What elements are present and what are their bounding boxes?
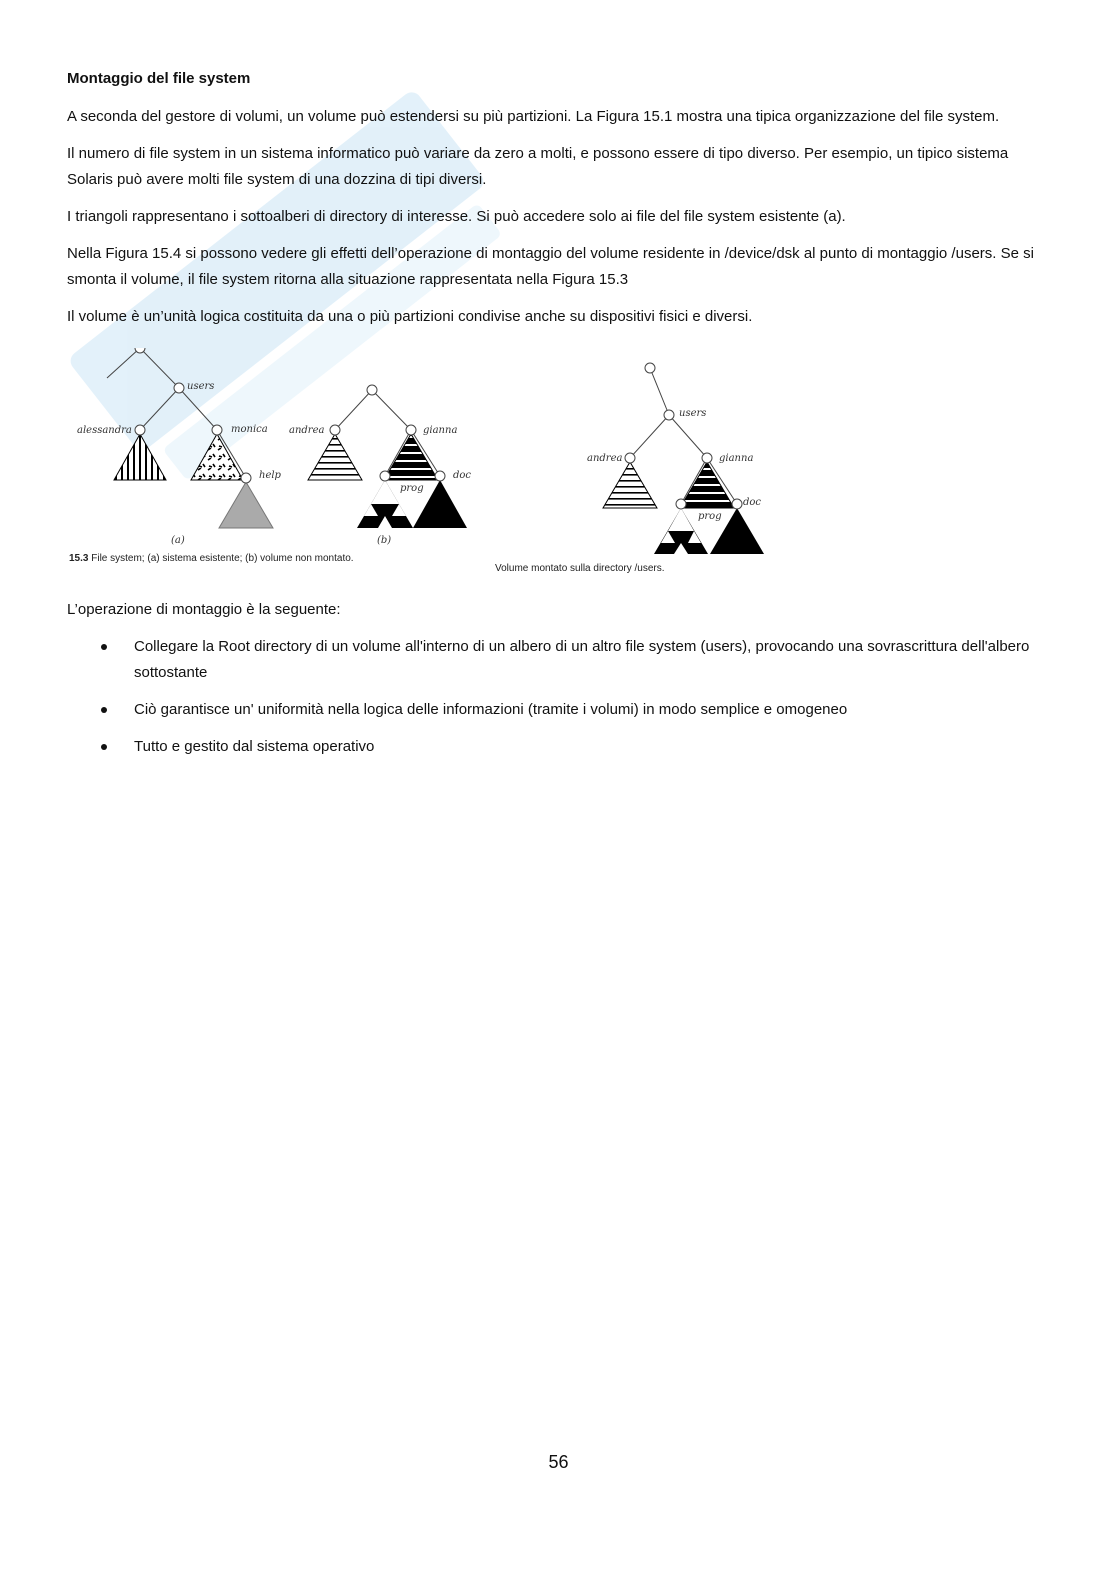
label-gianna-b: gianna <box>423 425 458 436</box>
bullet-dot-icon <box>101 707 107 713</box>
label-doc-b: doc <box>453 470 472 481</box>
label-alessandra: alessandra <box>77 425 132 436</box>
label-help: help <box>259 470 281 481</box>
bullet-list <box>67 634 1037 760</box>
label-sub-b: (b) <box>377 535 392 546</box>
page-number: 56 <box>548 1452 569 1472</box>
node-prog-c <box>676 499 686 509</box>
node-gianna-b <box>406 425 416 435</box>
bullet-text: Ciò garantisce un' uniformità nella logica delle informazioni (tramite i volumi) in modo semplice e omogeneo <box>134 701 848 718</box>
label-doc-c: doc <box>743 497 762 508</box>
label-gianna-c: gianna <box>719 453 754 464</box>
bullet-text: Tutto e gestito dal sistema operativo <box>134 738 375 755</box>
caption-left-number: 15.3 <box>69 553 89 564</box>
label-andrea-b: andrea <box>289 425 325 436</box>
label-monica: monica <box>231 424 268 435</box>
bullet-item <box>67 734 1037 760</box>
subtree-alessandra <box>114 434 166 480</box>
paragraph-5: Il volume è un’unità logica costituita da una o più partizioni condivise anche su dispositivi fisici e diversi. <box>67 308 753 325</box>
node-doc-c <box>732 499 742 509</box>
label-prog-c: prog <box>698 511 722 522</box>
node-alessandra <box>135 425 145 435</box>
bullet-text: Collegare la Root directory di un volume all'interno di un albero di un altro file system (users), provocando una sovrascrittura dell'albero sottostante <box>134 638 1030 681</box>
list-intro: L’operazione di montaggio è la seguente: <box>67 601 341 618</box>
label-sub-a: (a) <box>171 535 185 546</box>
paragraph-3: I triangoli rappresentano i sottoalberi di directory di interesse. Si può accedere solo ai file del file system esistente (a). <box>67 208 846 225</box>
paragraph-2: Il numero di file system in un sistema informatico può variare da zero a molti, e possono essere di tipo diverso. Per esempio, un tipico sistema Solaris può avere molti file system di una dozzina di tipi diversi. <box>67 145 1009 188</box>
bullet-dot-icon <box>101 644 107 650</box>
subtree-andrea-b <box>308 434 362 480</box>
node-users-c <box>664 410 674 420</box>
label-andrea-c: andrea <box>587 453 623 464</box>
label-users-c: users <box>679 408 707 419</box>
label-prog-b: prog <box>400 483 424 494</box>
node-root-b <box>367 385 377 395</box>
node-gianna-c <box>702 453 712 463</box>
node-doc-b <box>435 471 445 481</box>
node-prog-b <box>380 471 390 481</box>
subtree-help <box>219 482 273 528</box>
paragraph-1: A seconda del gestore di volumi, un volume può estendersi su più partizioni. La Figura 15.1 mostra una tipica organizzazione del file system. <box>67 108 1000 125</box>
file-system-figure <box>67 348 1037 583</box>
paragraph-4: Nella Figura 15.4 si possono vedere gli effetti dell’operazione di montaggio del volume residente in /device/dsk al punto di montaggio /users. Se si smonta il volume, il file system ritorna alla situazione rappresentata nella Figura 15.3 <box>67 245 1034 288</box>
node-andrea-c <box>625 453 635 463</box>
label-users-a: users <box>187 381 215 392</box>
page-content <box>67 68 1037 771</box>
bullet-dot-icon <box>101 744 107 750</box>
node-help <box>241 473 251 483</box>
tree-mounted <box>630 368 737 504</box>
subtree-gianna-c <box>680 462 734 508</box>
caption-left-text: File system; (a) sistema esistente; (b) volume non montato. <box>91 553 354 564</box>
node-monica <box>212 425 222 435</box>
file-system-diagram <box>67 348 1037 583</box>
section-heading: Montaggio del file system <box>67 70 251 87</box>
node-users-a <box>174 383 184 393</box>
caption-right: Volume montato sulla directory /users. <box>495 563 665 574</box>
subtree-gianna-b <box>384 434 438 480</box>
node-root-c <box>645 363 655 373</box>
node-andrea-b <box>330 425 340 435</box>
bullet-item <box>67 697 1037 723</box>
subtree-andrea-c <box>603 462 657 508</box>
caption-left <box>69 553 354 564</box>
bullet-item <box>67 634 1037 686</box>
subtree-monica <box>191 434 243 480</box>
